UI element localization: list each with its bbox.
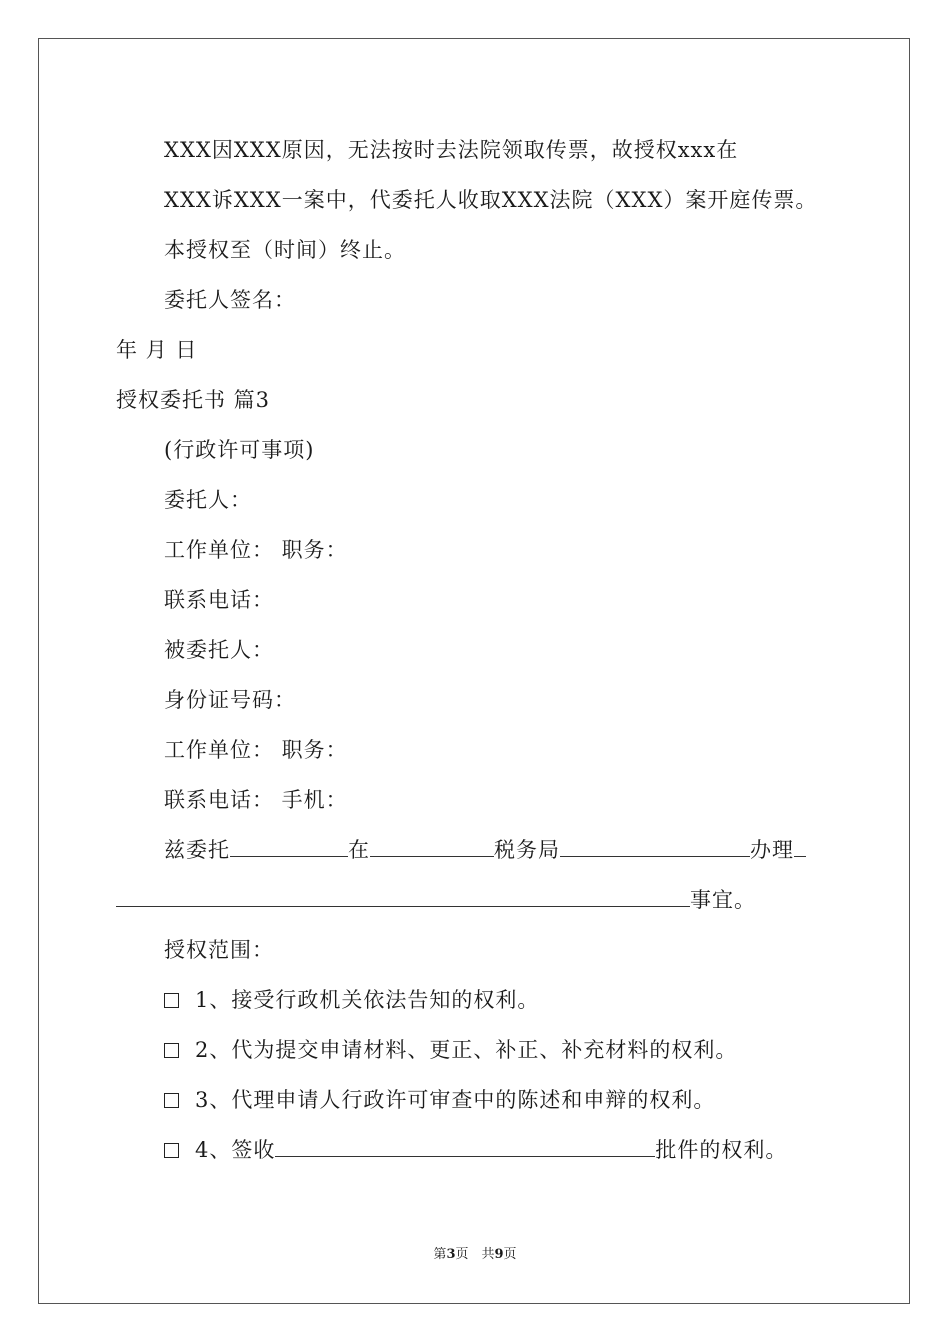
checkbox-item-label: 4、签收 [195,1138,276,1162]
checkbox-item-label: 1、接受行政机关依法告知的权利。 [195,988,540,1012]
checkbox-item-label: 2、代为提交申请材料、更正、补正、补充材料的权利。 [195,1038,738,1062]
principal-work-unit: 工作单位： 职务： [164,538,348,562]
checkbox-icon[interactable] [164,993,179,1008]
checkbox-icon[interactable] [164,1093,179,1108]
current-page-number: 3 [446,1247,456,1262]
checkbox-icon[interactable] [164,1043,179,1058]
blank-location [370,836,494,857]
footer-prefix: 第 [433,1247,447,1262]
entrust-line [164,836,806,864]
blank-agent-name [230,836,348,857]
scope-label: 授权范围： [164,938,274,962]
page-border [38,38,910,1304]
footer-mid: 页 共 [455,1247,495,1262]
text-line-2: XXX诉XXX一案中，代委托人收取XXX法院（XXX）案开庭传票。 [164,188,818,212]
checkbox-icon[interactable] [164,1143,179,1158]
agent-phone: 联系电话： 手机： [164,788,348,812]
checkbox-item-4 [164,1136,787,1164]
text-line-1: XXX因XXX原因，无法按时去法院领取传票，故授权xxx在 [164,138,739,162]
blank-matter [116,886,690,907]
subtitle: (行政许可事项) [164,438,315,462]
checkbox-item-label: 3、代理申请人行政许可审查中的陈述和申辩的权利。 [195,1088,716,1112]
agent-id-number: 身份证号码： [164,688,296,712]
checkbox-item-1 [164,986,539,1014]
at-text: 在 [348,838,370,862]
principal-label: 委托人： [164,488,252,512]
signature-label: 委托人签名： [164,288,296,312]
handle-text: 办理 [750,838,794,862]
blank-matter-start [794,836,806,857]
checkbox-item-suffix: 批件的权利。 [655,1138,788,1162]
blank-document-name [275,1136,655,1157]
page-footer [0,1246,950,1264]
section-title: 授权委托书 篇3 [116,388,271,412]
total-page-number: 9 [494,1247,504,1262]
date-line: 年 月 日 [116,338,198,362]
agent-label: 被委托人： [164,638,274,662]
blank-bureau-name [560,836,750,857]
agent-work-unit: 工作单位： 职务： [164,738,348,762]
text-line-3: 本授权至（时间）终止。 [164,238,406,262]
checkbox-item-3 [164,1086,715,1114]
principal-phone: 联系电话： [164,588,274,612]
matter-line [116,886,756,914]
entrust-text: 兹委托 [164,838,230,862]
checkbox-item-2 [164,1036,737,1064]
matter-text: 事宜。 [690,888,756,912]
tax-bureau-text: 税务局 [494,838,560,862]
footer-suffix: 页 [503,1247,517,1262]
